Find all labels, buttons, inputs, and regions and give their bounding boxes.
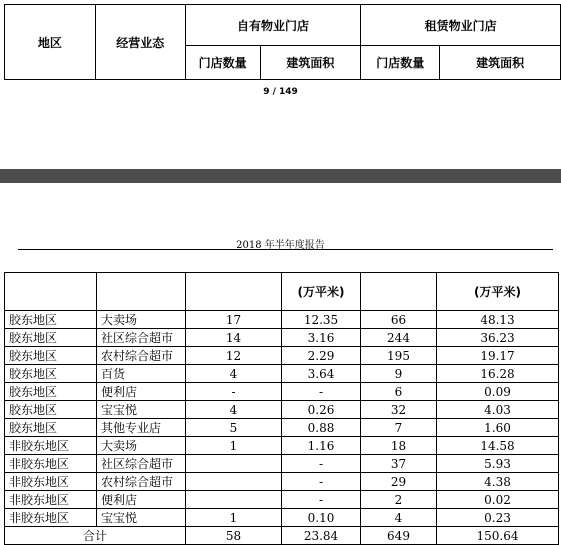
leased-count-cell: 37: [361, 455, 437, 473]
table-row: [5, 329, 559, 347]
owned-count-cell: 17: [186, 311, 282, 329]
unit-row: [5, 273, 559, 311]
table-row: [5, 347, 559, 365]
leased-count-cell: 29: [361, 473, 437, 491]
header-format: 经营业态: [95, 5, 185, 80]
blank-cell: [186, 273, 282, 311]
table-row: [5, 509, 559, 527]
region-cell: 胶东地区: [5, 419, 97, 437]
owned-count-cell: [186, 455, 282, 473]
header-leased-stores: 租赁物业门店: [361, 5, 561, 46]
leased-count-cell: 195: [361, 347, 437, 365]
header-leased-area: 建筑面积: [440, 46, 561, 80]
store-table: [4, 272, 559, 545]
leased-count-cell: 244: [361, 329, 437, 347]
region-cell: 胶东地区: [5, 311, 97, 329]
page-divider: [0, 169, 561, 183]
total-owned-area: 23.84: [282, 527, 361, 545]
owned-area-cell: 0.88: [282, 419, 361, 437]
leased-count-cell: 7: [361, 419, 437, 437]
leased-area-cell: 19.17: [437, 347, 559, 365]
header-owned-stores: 自有物业门店: [185, 5, 361, 46]
region-cell: 非胶东地区: [5, 509, 97, 527]
unit-leased-area: (万平米): [437, 273, 559, 311]
leased-count-cell: 4: [361, 509, 437, 527]
owned-count-cell: 12: [186, 347, 282, 365]
leased-area-cell: 0.02: [437, 491, 559, 509]
owned-area-cell: 2.29: [282, 347, 361, 365]
format-cell: 宝宝悦: [97, 509, 186, 527]
format-cell: 社区综合超市: [97, 455, 186, 473]
table-row: [5, 473, 559, 491]
owned-area-cell: 12.35: [282, 311, 361, 329]
leased-count-cell: 6: [361, 383, 437, 401]
owned-count-cell: 1: [186, 437, 282, 455]
leased-area-cell: 4.38: [437, 473, 559, 491]
page-number: 9 / 149: [263, 87, 298, 97]
leased-count-cell: 66: [361, 311, 437, 329]
region-cell: 非胶东地区: [5, 455, 97, 473]
owned-area-cell: 0.10: [282, 509, 361, 527]
leased-area-cell: 1.60: [437, 419, 559, 437]
format-cell: 其他专业店: [97, 419, 186, 437]
table-row: [5, 437, 559, 455]
table-row: [5, 401, 559, 419]
leased-area-cell: 0.09: [437, 383, 559, 401]
owned-count-cell: [186, 491, 282, 509]
format-cell: 农村综合超市: [97, 347, 186, 365]
total-label: 合计: [5, 527, 186, 545]
header-owned-count: 门店数量: [185, 46, 260, 80]
region-cell: 非胶东地区: [5, 491, 97, 509]
leased-area-cell: 36.23: [437, 329, 559, 347]
region-cell: 胶东地区: [5, 401, 97, 419]
leased-area-cell: 0.23: [437, 509, 559, 527]
leased-area-cell: 4.03: [437, 401, 559, 419]
header-leased-count: 门店数量: [361, 46, 440, 80]
owned-count-cell: 5: [186, 419, 282, 437]
owned-area-cell: -: [282, 491, 361, 509]
table-row: [5, 365, 559, 383]
total-leased-count: 649: [361, 527, 437, 545]
owned-count-cell: 4: [186, 365, 282, 383]
format-cell: 百货: [97, 365, 186, 383]
header-rule: [18, 249, 553, 250]
format-cell: 社区综合超市: [97, 329, 186, 347]
table-row: [5, 455, 559, 473]
owned-count-cell: -: [186, 383, 282, 401]
blank-cell: [361, 273, 437, 311]
leased-area-cell: 5.93: [437, 455, 559, 473]
leased-count-cell: 2: [361, 491, 437, 509]
owned-area-cell: -: [282, 473, 361, 491]
region-cell: 非胶东地区: [5, 473, 97, 491]
format-cell: 大卖场: [97, 311, 186, 329]
report-title: 2018 年半年度报告: [236, 240, 325, 251]
region-cell: 胶东地区: [5, 383, 97, 401]
format-cell: 宝宝悦: [97, 401, 186, 419]
blank-cell: [5, 273, 97, 311]
region-cell: 胶东地区: [5, 347, 97, 365]
format-cell: 农村综合超市: [97, 473, 186, 491]
leased-count-cell: 9: [361, 365, 437, 383]
region-cell: 胶东地区: [5, 329, 97, 347]
format-cell: 便利店: [97, 383, 186, 401]
format-cell: 便利店: [97, 491, 186, 509]
total-leased-area: 150.64: [437, 527, 559, 545]
header-region: 地区: [5, 5, 96, 80]
owned-area-cell: 1.16: [282, 437, 361, 455]
blank-cell: [97, 273, 186, 311]
table-row: [5, 383, 559, 401]
owned-count-cell: 14: [186, 329, 282, 347]
table-row: [5, 311, 559, 329]
owned-area-cell: 3.16: [282, 329, 361, 347]
unit-owned-area: (万平米): [282, 273, 361, 311]
owned-count-cell: [186, 473, 282, 491]
table-header-top: [4, 4, 561, 80]
region-cell: 非胶东地区: [5, 437, 97, 455]
owned-count-cell: 1: [186, 509, 282, 527]
owned-area-cell: 3.64: [282, 365, 361, 383]
owned-area-cell: -: [282, 455, 361, 473]
leased-count-cell: 32: [361, 401, 437, 419]
header-owned-area: 建筑面积: [260, 46, 361, 80]
owned-count-cell: 4: [186, 401, 282, 419]
leased-area-cell: 48.13: [437, 311, 559, 329]
format-cell: 大卖场: [97, 437, 186, 455]
table-row: [5, 491, 559, 509]
leased-area-cell: 16.28: [437, 365, 559, 383]
leased-area-cell: 14.58: [437, 437, 559, 455]
owned-area-cell: 0.26: [282, 401, 361, 419]
owned-area-cell: -: [282, 383, 361, 401]
total-row: [5, 527, 559, 545]
leased-count-cell: 18: [361, 437, 437, 455]
table-row: [5, 419, 559, 437]
total-owned-count: 58: [186, 527, 282, 545]
region-cell: 胶东地区: [5, 365, 97, 383]
